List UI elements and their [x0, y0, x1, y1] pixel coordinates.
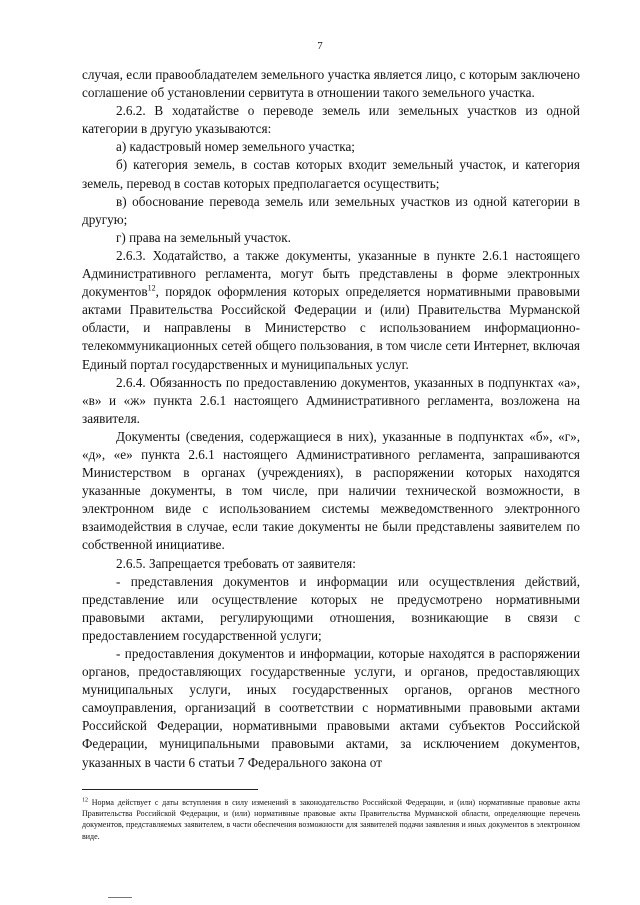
paragraph-documents-requested: Документы (сведения, содержащиеся в них), указанные в подпунктах «б», «г», «д», «е» пункта 2.6.1 настоящего Административного регламента, запрашиваются Министерством в органах (учреждениях), в распоряжении которых находятся указанные документы, в том числе, при наличии технической возможности, в электронном виде с использованием системы межведомственного электронного взаимодействия в случае, если такие документы не были представлены заявителем по собственной инициативе. [82, 428, 580, 553]
paragraph-2-6-2: 2.6.2. В ходатайстве о переводе земель или земельных участков из одной категории в другую указываются: [82, 103, 580, 137]
footnote-marker: 12 [82, 797, 88, 804]
footnote-separator [82, 789, 258, 790]
paragraph-2-6-3 [82, 247, 580, 374]
list-item-g: г) права на земельный участок. [116, 229, 291, 245]
scan-artifact-line [108, 897, 132, 898]
footnote [82, 797, 580, 842]
prohibition-item-2: - предоставления документов и информации, которые находятся в распоряжении органов, предоставляющих государственные услуги, и органов, предоставляющих муниципальных услуги, иных государственных органов, органов местного самоуправления, организаций в соответствии с нормативными правовыми актами Российской Федерации, нормативными правовыми актами субъектов Российской Федерации, муниципальными правовыми актами, за исключением документов, указанных в части 6 статьи 7 Федерального закона от [82, 646, 580, 770]
paragraph-continuation: случая, если правообладателем земельного участка является лицо, с которым заключено соглашение об установлении сервитута в отношении такого земельного участка. [82, 67, 580, 101]
paragraph-2-6-3-text-after: , порядок оформления которых определяется нормативными правовыми актами Правительства Российской Федерации и (или) Правительства Мурманской области, и направлены в Министерство с использованием информационно-телекоммуникационных сетей общего пользования, в том числе сети Интернет, включая Единый портал государственных и муниципальных услуг. [82, 284, 580, 372]
paragraph-2-6-4: 2.6.4. Обязанность по предоставлению документов, указанных в подпунктах «а», «в» и «ж» пункта 2.6.1 настоящего Административного регламента, возложена на заявителя. [82, 374, 580, 426]
paragraph-2-6-3-text-before: 2.6.3. Ходатайство, а также документы, указанные в пункте 2.6.1 настоящего Административного регламента, могут быть представлены в форме электронных документов [82, 247, 580, 300]
footnote-reference: 12 [147, 283, 156, 293]
list-item-a: а) кадастровый номер земельного участка; [116, 139, 355, 155]
page-number: 7 [317, 40, 323, 52]
document-body [82, 66, 580, 772]
paragraph-2-6-5: 2.6.5. Запрещается требовать от заявителя: [116, 555, 356, 571]
list-item-v: в) обоснование перевода земель или земельных участков из одной категории в другую; [82, 193, 580, 227]
prohibition-item-1: - представления документов и информации или осуществления действий, представление или осуществление которых не предусмотрено нормативными правовыми актами, регулирующими отношения, возникающие в связи с предоставлением государственной услуги; [82, 573, 580, 643]
list-item-b: б) категория земель, в состав которых входит земельный участок, и категория земель, перевод в состав которых предполагается осуществить; [82, 157, 580, 191]
footnote-text: Норма действует с даты вступления в силу изменений в законодательство Российской Федерации, и (или) нормативные правовые акты Правительства Российской Федерации, и (или) нормативные правовые акты Правительства Мурманской области, определяющие перечень документов, представляемых заявителем, в части обеспечения возможности для заявителей подачи заявления и иных документов в электронном виде. [82, 798, 580, 841]
